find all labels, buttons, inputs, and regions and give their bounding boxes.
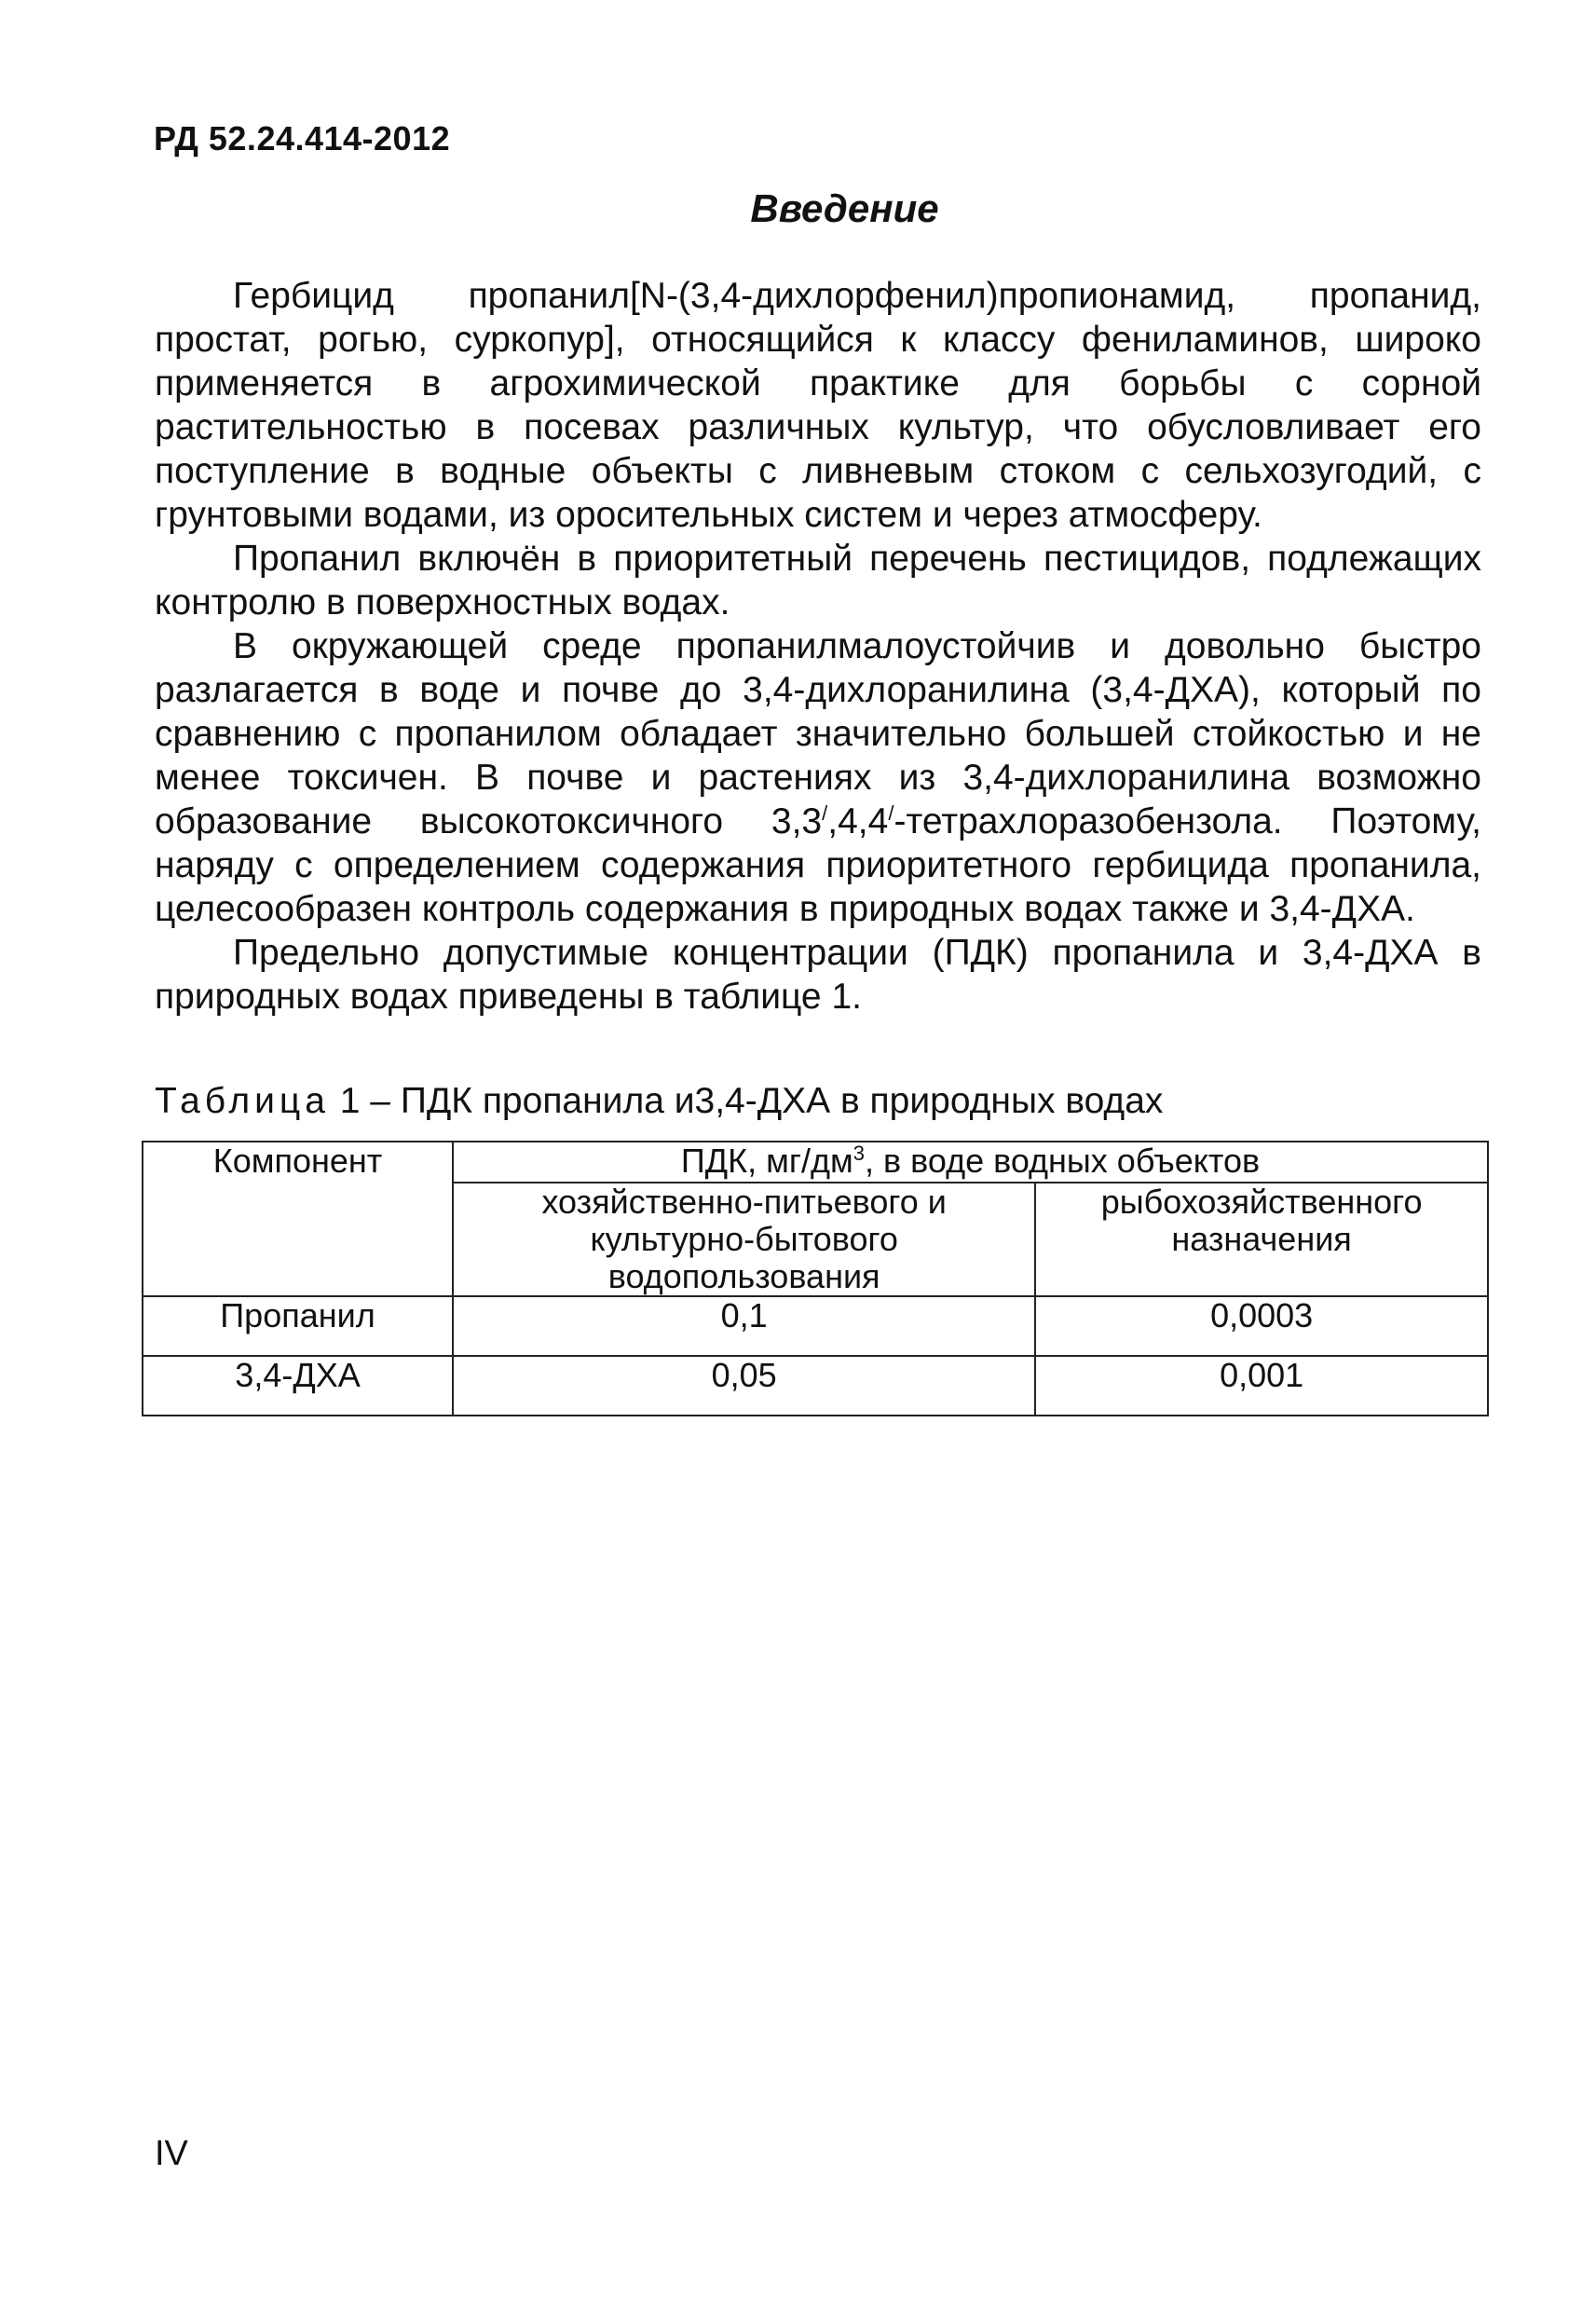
header-pdk-sup: 3 bbox=[853, 1142, 865, 1165]
page-number: IV bbox=[155, 2134, 188, 2173]
paragraph-3-part-2: ,4,4 bbox=[827, 801, 889, 841]
cell-fishery: 0,0003 bbox=[1035, 1296, 1488, 1356]
paragraph-2: Пропанил включён в приоритетный перечень пестицидов, подлежащих контролю в поверхностных водах. bbox=[155, 539, 1481, 622]
paragraph-3-part-1: В окружающей среде пропанилмалоустойчив и довольно быстро разлагается в воде и почве до 3,4-дихлоранилина (3,4-ДХА), который по сравнению с пропанилом обладает значительно большей стойкостью и не менее токсичен. В почве и растениях из 3,4-дихлоранилина возможно образование высокотоксичного 3,3 bbox=[155, 626, 1481, 841]
header-drinking: хозяйственно-питьевого и культурно-бытового водопользования bbox=[453, 1183, 1035, 1296]
header-fishery: рыбохозяйственного назначения bbox=[1035, 1183, 1488, 1296]
document-code: РД 52.24.414-2012 bbox=[154, 119, 451, 157]
prime-mark-2: / bbox=[888, 801, 894, 825]
cell-fishery: 0,001 bbox=[1035, 1356, 1488, 1416]
table-caption-label: Таблица bbox=[155, 1081, 330, 1121]
header-component: Компонент bbox=[143, 1142, 453, 1296]
header-pdk bbox=[453, 1142, 1488, 1183]
pdk-table bbox=[142, 1141, 1489, 1416]
header-pdk-prefix: ПДК, мг/дм bbox=[680, 1142, 853, 1180]
body-text bbox=[155, 274, 1481, 1019]
header-pdk-suffix: , в воде водных объектов bbox=[864, 1142, 1261, 1180]
table-caption bbox=[155, 1079, 1163, 1123]
paragraph-3 bbox=[155, 624, 1481, 931]
paragraph-4: Предельно допустимые концентрации (ПДК) пропанила и 3,4-ДХА в природных водах приведены в таблице 1. bbox=[155, 933, 1481, 1017]
table-caption-text: 1 – ПДК пропанила и3,4-ДХА в природных водах bbox=[339, 1081, 1164, 1121]
prime-mark-1: / bbox=[822, 801, 828, 825]
table-header-row bbox=[143, 1142, 1488, 1183]
cell-component: Пропанил bbox=[143, 1296, 453, 1356]
cell-drinking: 0,05 bbox=[453, 1356, 1035, 1416]
table-row bbox=[143, 1356, 1488, 1416]
section-title: Введение bbox=[750, 186, 939, 230]
cell-component: 3,4-ДХА bbox=[143, 1356, 453, 1416]
paragraph-1: Гербицид пропанил[N-(3,4-дихлорфенил)пропионамид, пропанид, простат, рогью, суркопур], относящийся к классу фениламинов, широко применяется в агрохимической практике для борьбы с сорной растительностью в посевах различных культур, что обусловливает его поступление в водные объекты с ливневым стоком с сельхозугодий, с грунтовыми водами, из оросительных систем и через атмосферу. bbox=[155, 276, 1481, 535]
cell-drinking: 0,1 bbox=[453, 1296, 1035, 1356]
paragraph-3-part-3: -тетрахлоразобензола. Поэтому, наряду с определением содержания приоритетного гербицида пропанила, целесообразен контроль содержания в природных водах также и 3,4-ДХА. bbox=[155, 801, 1481, 929]
table-row bbox=[143, 1296, 1488, 1356]
